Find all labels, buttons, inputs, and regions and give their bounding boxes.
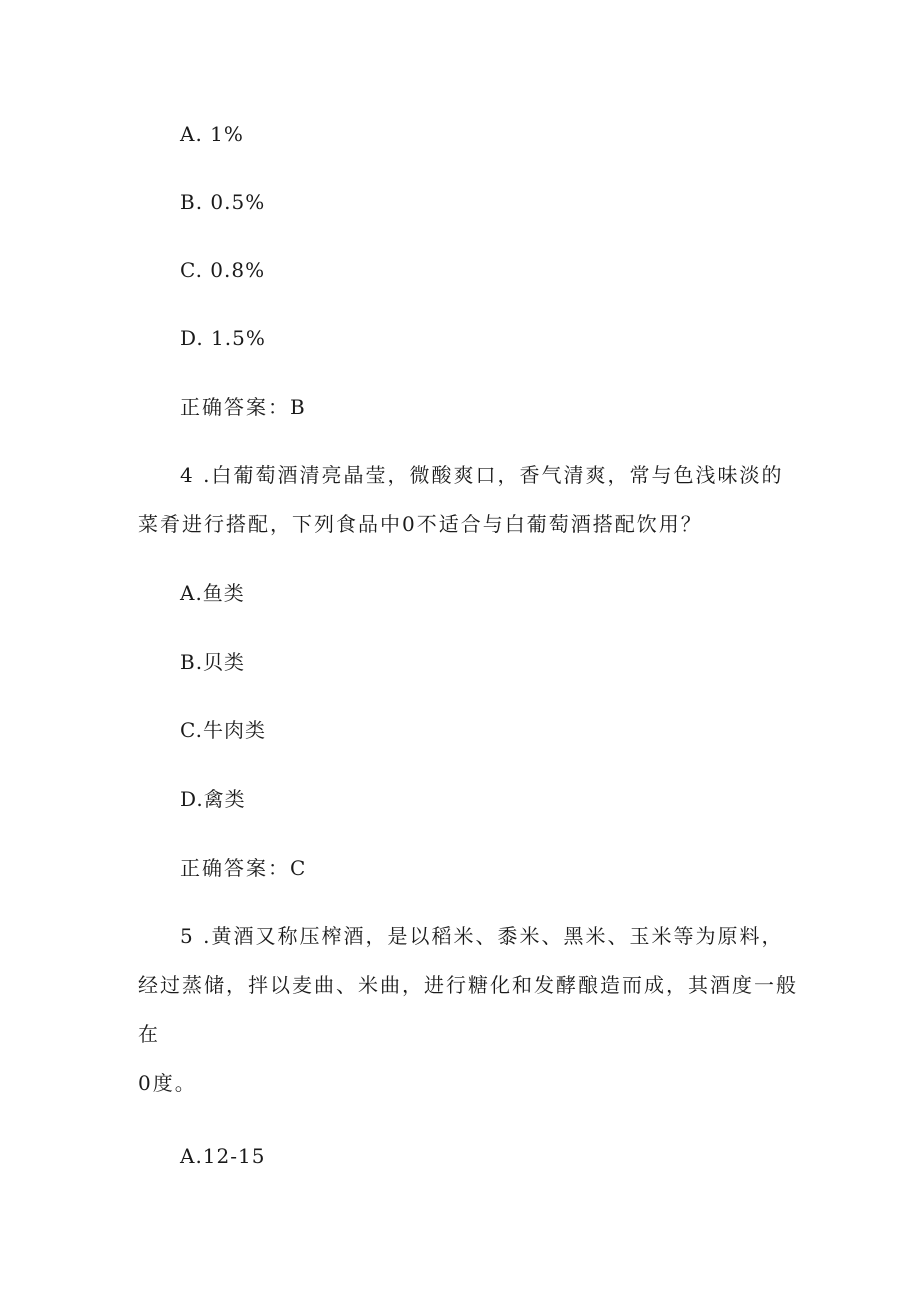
q3-option-c: C. 0.8%	[180, 258, 266, 282]
q5-stem-line-4: 0度。	[138, 1071, 197, 1095]
q3-option-a: A. 1%	[180, 122, 244, 146]
q3-option-b: B. 0.5%	[180, 190, 266, 214]
q4-stem-line-2: 菜肴进行搭配，下列食品中0不适合与白葡萄酒搭配饮用？	[138, 512, 703, 536]
q3-option-d: D. 1.5%	[180, 326, 266, 350]
q3-answer: 正确答案：B	[180, 395, 307, 419]
q4-stem-line-1: 4 .白葡萄酒清亮晶莹，微酸爽口，香气清爽，常与色浅味淡的	[180, 463, 784, 487]
q4-option-b: B.贝类	[180, 650, 246, 674]
q5-stem-line-2: 经过蒸储，拌以麦曲、米曲，进行糖化和发酵酿造而成，其酒度一般	[138, 973, 798, 997]
q5-option-a: A.12-15	[180, 1144, 266, 1168]
q4-option-a: A.鱼类	[180, 581, 245, 605]
q4-option-d: D.禽类	[180, 787, 246, 811]
q4-answer: 正确答案：C	[180, 856, 308, 880]
q5-stem-line-3: 在	[138, 1022, 160, 1046]
q4-option-c: C.牛肉类	[180, 718, 266, 742]
q5-stem-line-1: 5 .黄酒又称压榨酒，是以稻米、黍米、黑米、玉米等为原料，	[180, 924, 784, 948]
